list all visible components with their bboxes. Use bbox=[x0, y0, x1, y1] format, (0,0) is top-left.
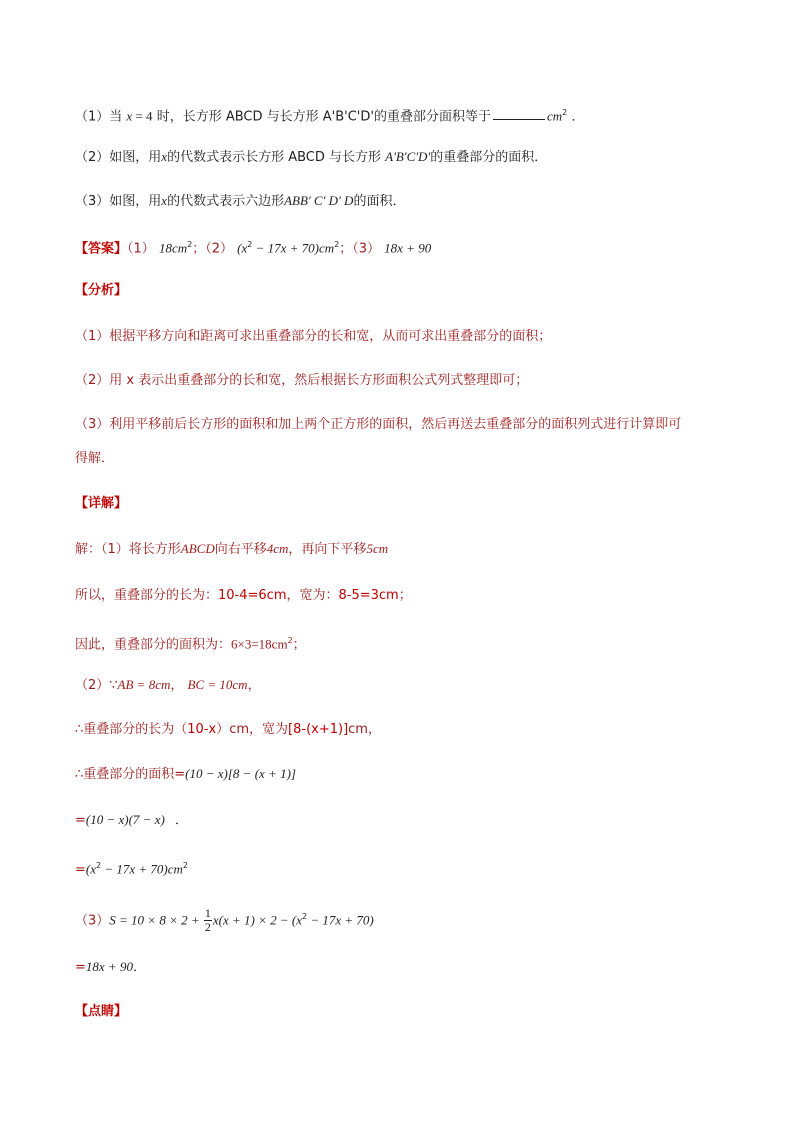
q3-text-b: 的代数式表示六边形 bbox=[167, 194, 285, 209]
q1-sup: 2 bbox=[562, 108, 568, 117]
answer-2a: (x bbox=[237, 240, 248, 256]
s4-sep: ， bbox=[170, 678, 184, 693]
s8-sup1: 2 bbox=[96, 861, 102, 870]
q2-text-c: 的重叠部分的面积． bbox=[430, 150, 548, 165]
s8-b: (x bbox=[85, 861, 97, 877]
s7-b: (10 − x)(7 − x) bbox=[85, 812, 165, 827]
s2-b: 10-4=6cm bbox=[218, 588, 287, 603]
s7-a: = bbox=[75, 813, 86, 828]
s10-b: 18x + 90 bbox=[85, 959, 133, 974]
answer-1-sup: 2 bbox=[187, 240, 193, 249]
s9-a: （3） bbox=[75, 913, 110, 929]
detail-step-7 bbox=[75, 810, 188, 831]
frac-den: 2 bbox=[204, 920, 211, 935]
s3-b: 6×3=18cm bbox=[231, 636, 288, 652]
s4-end: ， bbox=[247, 678, 261, 693]
s8-a: = bbox=[75, 862, 86, 878]
s1-4cm: 4cm bbox=[266, 541, 289, 556]
answer-label: 【答案】 bbox=[75, 241, 128, 257]
fraction-half bbox=[204, 907, 212, 934]
s2-e: ； bbox=[398, 588, 412, 603]
s2-c: ，宽为： bbox=[286, 588, 339, 603]
q3-var: x bbox=[161, 193, 168, 208]
s6-a: ∴重叠部分的面积= bbox=[75, 767, 186, 782]
s5-d: [8-(x+1)] bbox=[288, 722, 349, 737]
s2-a: 所以，重叠部分的长为： bbox=[75, 588, 219, 603]
s2-d: 8-5=3cm bbox=[338, 588, 399, 603]
frac-num: 1 bbox=[204, 906, 211, 921]
q2-text-b: 的代数式表示长方形 ABCD 与长方形 bbox=[167, 150, 381, 165]
s1-b: 向右平移 bbox=[214, 542, 267, 557]
s5-e: cm， bbox=[348, 722, 381, 737]
q1-eq: = 4 bbox=[132, 108, 153, 124]
answer-p1: （1） bbox=[127, 241, 155, 257]
detail-step-6 bbox=[75, 764, 296, 785]
question-3 bbox=[75, 191, 405, 212]
detail-step-5 bbox=[75, 720, 381, 740]
q1-unit: cm bbox=[546, 108, 563, 124]
s4-bc: BC = 10cm bbox=[187, 677, 248, 692]
s9-b: S = 10 × 8 × 2 + bbox=[109, 912, 203, 928]
detail-step-4 bbox=[75, 675, 261, 696]
detail-label: 【详解】 bbox=[75, 496, 128, 511]
s9-sup: 2 bbox=[302, 912, 308, 921]
q3-hex: ABB' C' D' D bbox=[284, 193, 354, 208]
q2-rect: A'B'C'D' bbox=[385, 149, 431, 164]
q2-text-a: （2）如图，用 bbox=[75, 150, 162, 165]
q2-var: x bbox=[161, 149, 168, 164]
s4-a: （2）∵ bbox=[75, 678, 118, 693]
question-2 bbox=[75, 147, 547, 168]
analysis-line-3b: 得解． bbox=[75, 451, 115, 466]
s5-c: ）cm，宽为 bbox=[216, 722, 289, 737]
q1-prefix: （1）当 bbox=[75, 109, 123, 125]
s8-c: − 17x + 70)cm bbox=[101, 861, 183, 877]
s1-abcd: ABCD bbox=[180, 541, 215, 556]
q1-end: ． bbox=[571, 109, 585, 125]
analysis-line-2: （2）用 x 表示出重叠部分的长和宽，然后根据长方形面积公式列式整理即可； bbox=[75, 373, 529, 388]
detail-step-9 bbox=[75, 902, 374, 936]
s1-c: ，再向下平移 bbox=[288, 542, 367, 557]
question-1 bbox=[75, 103, 584, 127]
detail-step-2 bbox=[75, 586, 412, 606]
q1-var: x bbox=[126, 108, 133, 124]
answer-3: 18x + 90 bbox=[384, 240, 432, 256]
s5-a: ∴重叠部分的长为（ bbox=[75, 722, 188, 737]
q3-text-a: （3）如图，用 bbox=[75, 194, 162, 209]
s8-sup2: 2 bbox=[182, 861, 189, 870]
answer-sep1: ；（2） bbox=[192, 241, 233, 257]
s3-c: ； bbox=[292, 637, 306, 653]
s7-c: ． bbox=[174, 813, 188, 828]
s4-ab: AB = 8cm bbox=[117, 677, 171, 692]
s1-a: 解：（1）将长方形 bbox=[75, 542, 181, 557]
s9-d: − 17x + 70) bbox=[307, 912, 374, 928]
detail-step-10 bbox=[75, 957, 146, 978]
answer-sep2: ；（3） bbox=[339, 241, 381, 257]
answer-blank[interactable] bbox=[493, 107, 545, 120]
q1-text: 时，长方形 ABCD 与长方形 A'B'C'D'的重叠部分面积等于 bbox=[156, 109, 491, 125]
s9-c: x(x + 1) × 2 − (x bbox=[212, 912, 302, 928]
s3-sup: 2 bbox=[287, 636, 293, 645]
s5-b: 10-x bbox=[187, 722, 217, 737]
comment-label: 【点睛】 bbox=[75, 1004, 128, 1019]
answer-2b-sup: 2 bbox=[334, 240, 340, 249]
s10-a: = bbox=[75, 960, 86, 975]
analysis-line-3: （3）利用平移前后长方形的面积和加上两个正方形的面积，然后再送去重叠部分的面积列式进行计算即可 bbox=[75, 417, 682, 432]
answer-1: 18cm bbox=[158, 240, 188, 256]
detail-step-8 bbox=[75, 856, 188, 880]
q3-text-c: 的面积． bbox=[353, 194, 406, 209]
analysis-label: 【分析】 bbox=[75, 283, 128, 298]
s10-c: ． bbox=[132, 960, 146, 975]
answer-line bbox=[75, 235, 431, 259]
detail-step-3 bbox=[75, 631, 306, 655]
s3-a: 因此，重叠部分的面积为： bbox=[75, 637, 232, 653]
s6-b: (10 − x)[8 − (x + 1)] bbox=[185, 766, 296, 781]
answer-2b: − 17x + 70)cm bbox=[252, 240, 335, 256]
analysis-line-1: （1）根据平移方向和距离可求出重叠部分的长和宽，从而可求出重叠部分的面积； bbox=[75, 329, 552, 344]
detail-step-1 bbox=[75, 539, 388, 560]
s1-5cm: 5cm bbox=[366, 541, 389, 556]
answer-2-sup: 2 bbox=[247, 240, 253, 249]
